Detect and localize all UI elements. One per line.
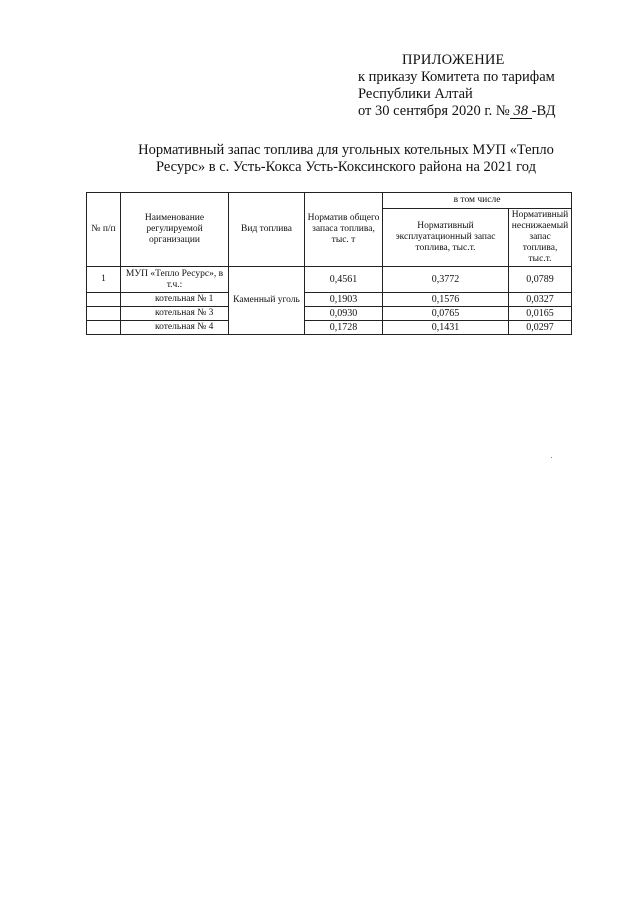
row-operational: 0,0765 — [383, 307, 509, 321]
row-irreducible: 0,0327 — [509, 293, 572, 307]
order-reference-line2: Республики Алтай — [358, 86, 473, 102]
row-num: 1 — [87, 267, 121, 293]
document-title — [130, 142, 562, 176]
order-suffix: -ВД — [531, 103, 556, 119]
row-org-name: котельная № 1 — [121, 293, 229, 307]
row-org-name: котельная № 3 — [121, 307, 229, 321]
header-irreducible-reserve: Нормативный неснижаемый запас топлива, тыс.т. — [509, 209, 572, 267]
row-operational: 0,3772 — [383, 267, 509, 293]
row-org-name: МУП «Тепло Ресурс», в т.ч.: — [121, 267, 229, 293]
appendix-title: ПРИЛОЖЕНИЕ — [402, 52, 505, 68]
scan-speck — [551, 457, 552, 458]
order-date: от 30 сентября 2020 г. № — [358, 103, 510, 119]
header-org: Наименование регулируемой организации — [121, 193, 229, 267]
row-num — [87, 307, 121, 321]
row-total: 0,4561 — [305, 267, 383, 293]
document-title-line2: Ресурс» в с. Усть-Кокса Усть-Коксинского района на 2021 год — [156, 159, 536, 175]
order-date-line — [358, 103, 598, 120]
document-title-line1: Нормативный запас топлива для угольных котельных МУП «Тепло — [138, 142, 554, 158]
appendix-block — [358, 52, 598, 120]
row-irreducible: 0,0297 — [509, 321, 572, 335]
table-row — [87, 321, 572, 335]
row-operational: 0,1431 — [383, 321, 509, 335]
header-total-reserve: Норматив общего запаса топлива, тыс. т — [305, 193, 383, 267]
table-row — [87, 293, 572, 307]
row-total: 0,1728 — [305, 321, 383, 335]
order-reference-line1: к приказу Комитета по тарифам — [358, 69, 555, 85]
row-irreducible: 0,0789 — [509, 267, 572, 293]
row-operational: 0,1576 — [383, 293, 509, 307]
row-org-name: котельная № 4 — [121, 321, 229, 335]
row-irreducible: 0,0165 — [509, 307, 572, 321]
header-num: № п/п — [87, 193, 121, 267]
row-total: 0,0930 — [305, 307, 383, 321]
row-num — [87, 293, 121, 307]
row-total: 0,1903 — [305, 293, 383, 307]
header-including: в том числе — [383, 193, 572, 209]
order-number: 38 — [510, 104, 532, 119]
fuel-reserve-table — [86, 192, 572, 335]
header-fuel-type: Вид топлива — [229, 193, 305, 267]
fuel-type-cell: Каменный уголь — [229, 267, 305, 335]
header-operational-reserve: Нормативный эксплуатационный запас топлива, тыс.т. — [383, 209, 509, 267]
row-num — [87, 321, 121, 335]
table-row — [87, 307, 572, 321]
table-row — [87, 267, 572, 293]
